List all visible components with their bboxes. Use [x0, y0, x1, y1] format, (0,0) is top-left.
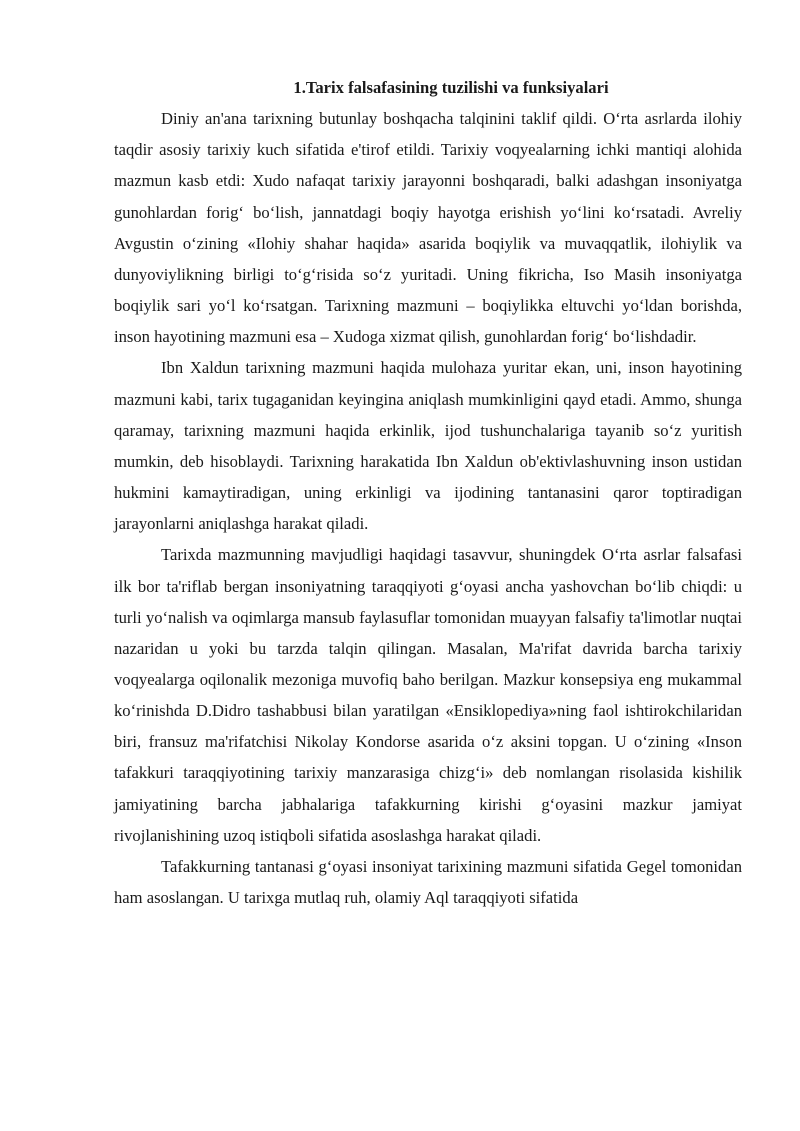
paragraph-4: Tafakkurning tantanasi g‘oyasi insoniyat tarixining mazmuni sifatida Gegel tomonidan ham asoslangan. U tarixga mutlaq ruh, olamiy Aql taraqqiyoti sifatida: [114, 856, 742, 908]
paragraph-3: Tarixda mazmunning mavjudligi haqidagi tasavvur, shuningdek O‘rta asrlar falsafasi ilk bor ta'riflab bergan insoniyatning taraqqiyoti g‘oyasi ancha yashovchan bo‘lib chiqdi: u turli yo‘nalish va oqimlarga mansub faylasuflar tomonidan muayyan falsafiy ta'limotlar nuqtai nazaridan u yoki bu tarzda talqin qilingan. Masalan, Ma'rifat davrida barcha tarixiy voqyealarga oqilonalik mezoniga muvofiq baho berilgan. Mazkur konsepsiya eng mukammal ko‘rinishda D.Didro tashabbusi bilan yaratilgan «Ensiklopediya»ning faol ishtirokchilaridan biri, fransuz ma'rifatchisi Nikolay Kondorse asarida o‘z aksini topgan. U o‘zining «Inson tafakkuri taraqqiyotining tarixiy manzarasiga chizg‘i» deb nomlangan risolasida kishilik jamiyatining barcha jabhalariga tafakkurning kirishi g‘oyasini mazkur jamiyat rivojlanishining uzoq istiqboli sifatida asoslashga harakat qiladi.: [114, 545, 742, 845]
paragraph-2: Ibn Xaldun tarixning mazmuni haqida mulohaza yuritar ekan, uni, inson hayotining mazmuni kabi, tarix tugaganidan keyingina aniqlash mumkinligini qayd etadi. Ammo, shunga qaramay, tarixning mazmuni haqida erkinlik, ijod tushunchalariga tayanib so‘z yuritish mumkin, deb hisoblaydi. Tarixning harakatida Ibn Xaldun ob'ektivlashuvning inson ustidan hukmini kamaytiradigan, uning erkinligi va ijodining tantanasini qaror toptiradigan jarayonlarni aniqlashga harakat qiladi.: [114, 358, 742, 534]
page-title: 1.Tarix falsafasining tuzilishi va funksiyalari: [293, 78, 609, 97]
paragraph-1: Diniy an'ana tarixning butunlay boshqacha talqinini taklif qildi. O‘rta asrlarda ilohiy taqdir asosiy tarixiy kuch sifatida e'tirof etildi. Tarixiy voqyealarning ichki mantiqi alohida mazmun kasb etdi: Xudo nafaqat tarixiy jarayonni boshqaradi, balki adashgan insoniyatga gunohlardan forig‘ bo‘lish, jannatdagi boqiy hayotga erishish yo‘lini ko‘rsatadi. Avreliy Avgustin o‘zining «Ilohiy shahar haqida» asarida boqiylik va muvaqqatlik, ilohiylik va dunyoviylikning birligi to‘g‘risida so‘z yuritadi. Uning fikricha, Iso Masih insoniyatga boqiylik sari yo‘l ko‘rsatgan. Tarixning mazmuni – boqiylikka eltuvchi yo‘ldan borishda, inson hayotining mazmuni esa – Xudoga xizmat qilish, gunohlardan forig‘ bo‘lishdadir.: [114, 109, 742, 347]
document-body: [114, 72, 742, 913]
